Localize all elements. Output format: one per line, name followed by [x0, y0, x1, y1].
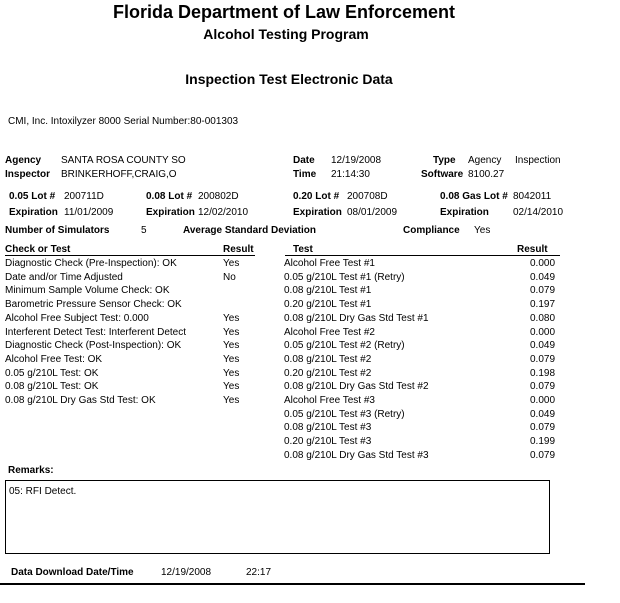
- test-row-name: 0.20 g/210L Test #3: [284, 436, 372, 448]
- exp-005-value: 11/01/2009: [64, 207, 114, 218]
- test-row-result: 0.049: [530, 271, 556, 283]
- type-value: Inspection: [515, 155, 561, 166]
- gas-lot-value: 8042011: [513, 191, 552, 202]
- check-row-name: Diagnostic Check (Post-Inspection): OK: [5, 340, 182, 352]
- test-row-name: 0.08 g/210L Test #1: [284, 285, 372, 297]
- date-value: 12/19/2008: [331, 155, 382, 166]
- software-label: Software: [421, 169, 464, 180]
- lot-008-label: 0.08 Lot #: [146, 191, 193, 202]
- compliance-label: Compliance: [403, 225, 460, 236]
- check-row-name: Barometric Pressure Sensor Check: OK: [5, 299, 182, 311]
- check-result-header: Result: [223, 244, 254, 255]
- check-row-name: Alcohol Free Test: OK: [5, 353, 103, 365]
- test-row-result: 0.000: [530, 395, 556, 406]
- check-row-result: Yes: [223, 367, 240, 379]
- check-row-result: Yes: [223, 353, 240, 365]
- test-header-rule: [285, 255, 560, 256]
- check-row-name: 0.08 g/210L Test: OK: [5, 381, 99, 393]
- exp-005-label: Expiration: [9, 207, 58, 218]
- test-row-name: 0.05 g/210L Test #1 (Retry): [284, 271, 405, 283]
- test-row-name: 0.08 g/210L Dry Gas Std Test #2: [284, 381, 429, 393]
- check-header: Check or Test: [5, 244, 71, 255]
- time-value: 21:14:30: [331, 169, 370, 180]
- page-subtitle: Alcohol Testing Program: [203, 26, 369, 42]
- remarks-label: Remarks:: [8, 465, 54, 476]
- check-row-result: Yes: [223, 326, 240, 338]
- compliance-value: Yes: [474, 225, 491, 236]
- time-label: Time: [293, 169, 317, 180]
- avg-std-dev-label: Average Standard Deviation: [183, 225, 317, 236]
- test-row-result: 0.079: [530, 449, 556, 461]
- lot-020-value: 200708D: [347, 191, 388, 202]
- test-row-name: 0.08 g/210L Dry Gas Std Test #1: [284, 312, 429, 324]
- check-row-result: Yes: [223, 381, 240, 393]
- lot-008-value: 200802D: [198, 191, 239, 202]
- lot-020-label: 0.20 Lot #: [293, 191, 340, 202]
- check-row-name: Date and/or Time Adjusted: [5, 271, 123, 283]
- exp-008-label: Expiration: [146, 207, 195, 218]
- check-row-result: Yes: [223, 258, 240, 269]
- test-header: Test: [293, 244, 313, 255]
- check-row-name: Alcohol Free Subject Test: 0.000: [5, 312, 149, 324]
- test-row-result: 0.080: [530, 312, 556, 324]
- download-date: 12/19/2008: [161, 567, 212, 578]
- remarks-box: [5, 480, 550, 554]
- simulators-value: 5: [141, 225, 147, 236]
- type-label: Type: [433, 155, 456, 166]
- test-row-result: 0.000: [530, 258, 556, 269]
- exp-gas-label: Expiration: [440, 207, 489, 218]
- test-row-name: 0.08 g/210L Test #2: [284, 353, 372, 365]
- download-time: 22:17: [246, 567, 272, 578]
- download-label: Data Download Date/Time: [11, 567, 134, 578]
- test-row-name: 0.08 g/210L Dry Gas Std Test #3: [284, 449, 429, 461]
- test-row-result: 0.079: [530, 422, 556, 434]
- date-label: Date: [293, 155, 315, 166]
- test-row-result: 0.079: [530, 285, 556, 297]
- exp-020-label: Expiration: [293, 207, 342, 218]
- instrument-info: CMI, Inc. Intoxilyzer 8000 Serial Number:80-001303: [8, 116, 239, 127]
- check-row-name: 0.05 g/210L Test: OK: [5, 367, 99, 379]
- exp-008-value: 12/02/2010: [198, 207, 249, 218]
- exp-gas-value: 02/14/2010: [513, 207, 564, 218]
- page-title: Florida Department of Law Enforcement: [112, 2, 456, 22]
- type-agency: Agency: [468, 155, 502, 166]
- test-row-name: Alcohol Free Test #2: [284, 326, 375, 338]
- gas-lot-label: 0.08 Gas Lot #: [440, 191, 508, 202]
- check-row-result: Yes: [223, 395, 240, 406]
- lot-005-value: 200711D: [64, 191, 104, 202]
- test-row-result: 0.079: [530, 353, 556, 365]
- check-row-name: 0.08 g/210L Dry Gas Std Test: OK: [5, 395, 156, 406]
- check-row-result: Yes: [223, 340, 240, 352]
- test-row-result: 0.000: [530, 326, 556, 338]
- lot-005-label: 0.05 Lot #: [9, 191, 56, 202]
- software-value: 8100.27: [468, 169, 505, 180]
- test-row-name: 0.20 g/210L Test #2: [284, 367, 372, 379]
- test-row-name: 0.05 g/210L Test #2 (Retry): [284, 340, 405, 352]
- test-row-result: 0.049: [530, 408, 556, 420]
- check-row-result: No: [223, 271, 236, 283]
- test-row-result: 0.079: [530, 381, 556, 393]
- remarks-text: 05: RFI Detect.: [9, 486, 77, 497]
- footer-rule: [0, 583, 585, 585]
- check-row-name: Minimum Sample Volume Check: OK: [5, 285, 170, 297]
- test-row-result: 0.049: [530, 340, 556, 352]
- check-row-result: Yes: [223, 312, 240, 324]
- document-title: Inspection Test Electronic Data: [185, 71, 393, 87]
- test-row-result: 0.198: [530, 367, 556, 379]
- test-row-name: Alcohol Free Test #1: [284, 258, 375, 269]
- check-row-name: Diagnostic Check (Pre-Inspection): OK: [5, 258, 177, 269]
- test-row-result: 0.199: [530, 436, 556, 448]
- test-row-name: Alcohol Free Test #3: [284, 395, 375, 406]
- inspector-value: BRINKERHOFF,CRAIG,O: [61, 169, 177, 180]
- agency-value: SANTA ROSA COUNTY SO: [61, 155, 186, 166]
- agency-label: Agency: [5, 155, 42, 166]
- test-row-name: 0.08 g/210L Test #3: [284, 422, 372, 434]
- check-row-name: Interferent Detect Test: Interferent Detect: [5, 326, 187, 338]
- test-row-result: 0.197: [530, 299, 556, 311]
- check-header-rule: [5, 255, 255, 256]
- test-row-name: 0.05 g/210L Test #3 (Retry): [284, 408, 405, 420]
- exp-020-value: 08/01/2009: [347, 207, 398, 218]
- inspector-label: Inspector: [5, 169, 51, 180]
- simulators-label: Number of Simulators: [5, 225, 110, 236]
- test-result-header: Result: [517, 244, 548, 255]
- test-row-name: 0.20 g/210L Test #1: [284, 299, 372, 311]
